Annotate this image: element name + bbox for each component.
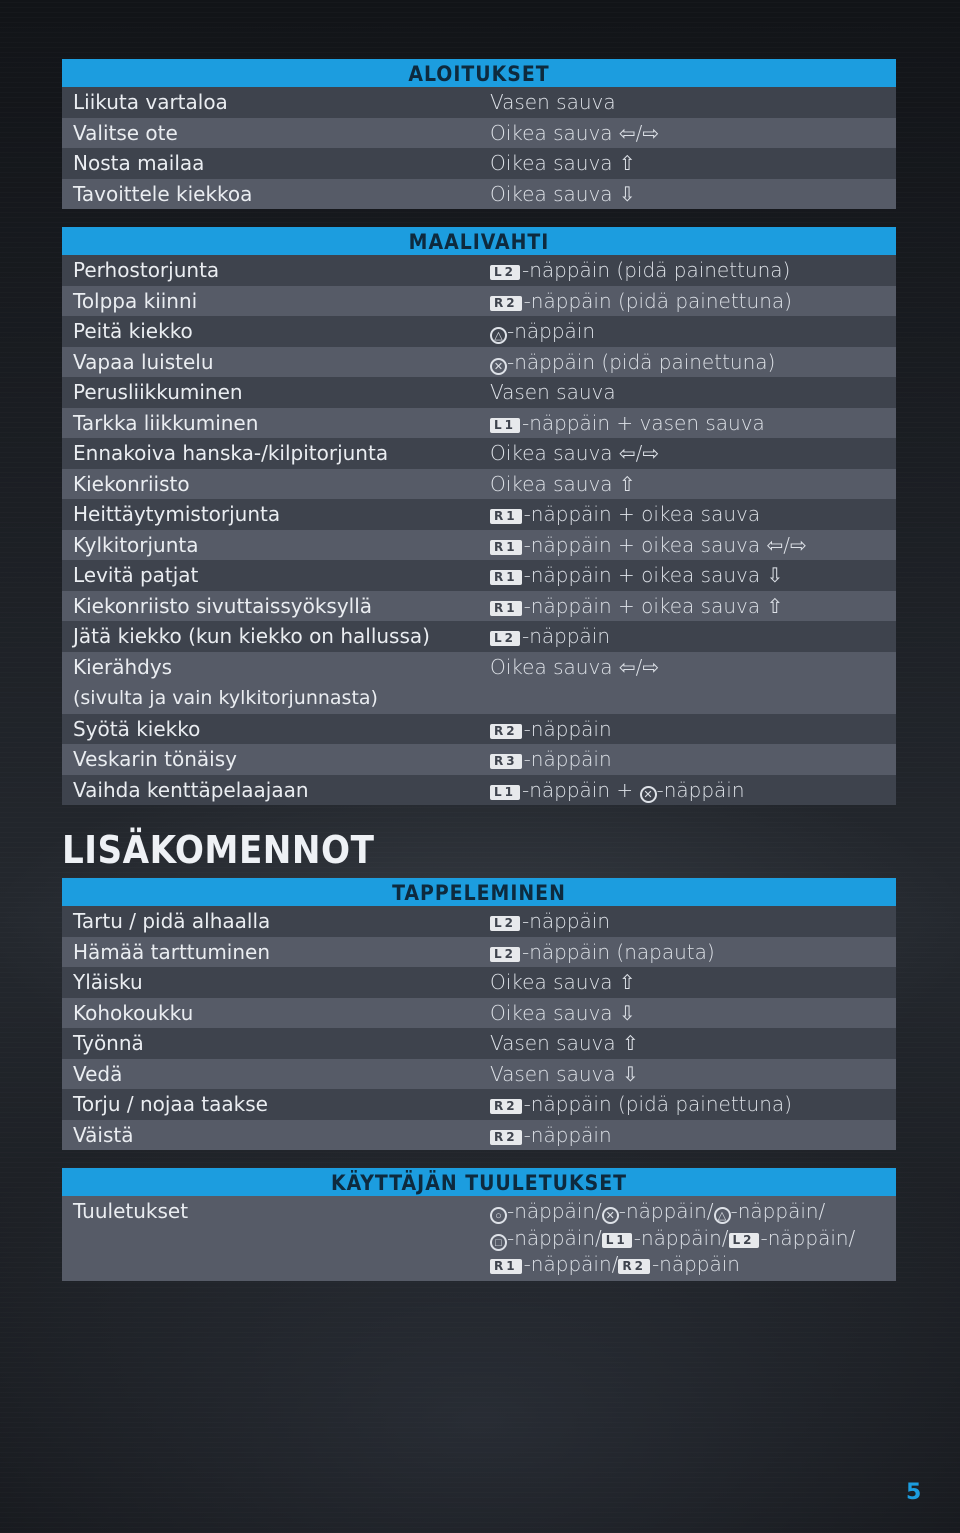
- cross-button-icon: ✕: [640, 786, 657, 803]
- command-label: [62, 286, 490, 317]
- command-binding: [490, 499, 896, 530]
- command-label: [62, 316, 490, 347]
- page-heading: LISÄKOMENNOT: [62, 828, 375, 872]
- r2-button-icon: R2: [490, 296, 522, 311]
- r1-button-icon: R1: [490, 509, 522, 524]
- triangle-button-icon: △: [714, 1207, 731, 1224]
- command-binding: [490, 179, 896, 210]
- command-label: [62, 775, 490, 806]
- table-row: [62, 1196, 896, 1281]
- binding-line: [490, 1198, 896, 1225]
- table-row: [62, 286, 896, 317]
- r1-button-icon: R1: [490, 601, 522, 616]
- binding-text: -näppäin (pidä painettuna): [522, 258, 791, 282]
- binding-text: -näppäin: [523, 747, 612, 771]
- binding-text: Oikea sauva ⇧: [490, 970, 636, 994]
- triangle-button-icon: △: [490, 327, 507, 344]
- command-label: [62, 87, 490, 118]
- section-title: KÄYTTÄJÄN TUULETUKSET: [62, 1168, 896, 1196]
- command-label: [62, 499, 490, 530]
- command-name: Nosta mailaa: [73, 151, 205, 175]
- command-name: Vaihda kenttäpelaajaan: [73, 777, 309, 802]
- r2-button-icon: R2: [490, 1099, 522, 1114]
- command-label: [62, 714, 490, 745]
- command-name: Tavoittele kiekkoa: [73, 181, 253, 206]
- section-tuuletukset: [62, 1168, 896, 1281]
- command-binding: [490, 1089, 896, 1120]
- command-name: Jätä kiekko (kun kiekko on hallussa): [73, 624, 430, 648]
- command-binding: [490, 744, 896, 775]
- command-binding: [490, 316, 896, 347]
- table-row: [62, 714, 896, 745]
- command-name: Kiekonriisto: [73, 471, 190, 496]
- command-label: [62, 744, 490, 775]
- binding-text: Oikea sauva ⇧: [490, 151, 636, 175]
- l2-button-icon: L2: [490, 631, 520, 646]
- command-binding: [490, 1028, 896, 1059]
- command-name: Tolppa kiinni: [73, 288, 198, 313]
- command-label: [62, 560, 490, 591]
- table-row: [62, 1120, 896, 1151]
- table-row: [62, 438, 896, 469]
- section-maalivahti: [62, 227, 896, 805]
- binding-text: Oikea sauva ⇦/⇨: [490, 654, 660, 679]
- table-row: [62, 408, 896, 439]
- l1-button-icon: L1: [490, 418, 520, 433]
- command-label: [62, 377, 490, 408]
- binding-text: -näppäin/: [523, 1252, 619, 1276]
- command-label: [62, 255, 490, 286]
- command-label: [62, 591, 490, 622]
- binding-text: -näppäin/: [507, 1199, 602, 1223]
- binding-text: Vasen sauva: [490, 380, 616, 404]
- command-binding: [490, 775, 896, 806]
- section-title: TAPPELEMINEN: [62, 878, 896, 906]
- command-label: [62, 652, 490, 714]
- binding-line: [490, 1251, 896, 1278]
- binding-text: -näppäin: [507, 319, 596, 343]
- command-binding: [490, 118, 896, 149]
- table-row: [62, 377, 896, 408]
- table-row: [62, 469, 896, 500]
- command-name: Vapaa luistelu: [73, 349, 214, 374]
- command-label: [62, 621, 490, 652]
- table-row: [62, 179, 896, 210]
- command-label: [62, 998, 490, 1029]
- command-binding: [490, 937, 896, 968]
- command-label: [62, 1120, 490, 1151]
- command-name: Valitse ote: [73, 120, 178, 145]
- binding-text: Oikea sauva ⇧: [490, 471, 636, 496]
- command-name: Kohokoukku: [73, 1000, 194, 1025]
- table-row: [62, 967, 896, 998]
- binding-text: -näppäin + oikea sauva ⇩: [523, 563, 784, 587]
- command-binding: [490, 87, 896, 118]
- command-label: [62, 906, 490, 937]
- command-label: [62, 1089, 490, 1120]
- table-row: [62, 775, 896, 806]
- r3-button-icon: R3: [490, 754, 522, 769]
- command-binding: [490, 530, 896, 561]
- command-label: [62, 469, 490, 500]
- command-binding: [490, 906, 896, 937]
- command-name: Veskarin tönäisy: [73, 747, 237, 771]
- table-row: [62, 530, 896, 561]
- command-name: Torju / nojaa taakse: [73, 1092, 268, 1116]
- l2-button-icon: L2: [729, 1233, 759, 1248]
- command-name: Peitä kiekko: [73, 319, 193, 343]
- command-name: Perusliikkuminen: [73, 380, 243, 404]
- table-row: [62, 499, 896, 530]
- binding-text: -näppäin + oikea sauva ⇧: [523, 593, 784, 618]
- table-row: [62, 87, 896, 118]
- command-label: [62, 408, 490, 439]
- binding-text: -näppäin (pidä painettuna): [507, 349, 776, 374]
- command-binding: [490, 408, 896, 439]
- table-row: [62, 906, 896, 937]
- command-name: Kierähdys: [73, 654, 173, 679]
- command-name: Vedä: [73, 1061, 123, 1086]
- command-label: [62, 1028, 490, 1059]
- l2-button-icon: L2: [490, 265, 520, 280]
- table-row: [62, 560, 896, 591]
- command-label: [62, 148, 490, 179]
- command-binding: [490, 1059, 896, 1090]
- binding-text: -näppäin: [522, 909, 611, 933]
- r1-button-icon: R1: [490, 570, 522, 585]
- command-label: [62, 179, 490, 210]
- command-binding: [490, 1120, 896, 1151]
- r1-button-icon: R1: [490, 540, 522, 555]
- section-title: ALOITUKSET: [62, 59, 896, 87]
- command-binding: [490, 255, 896, 286]
- command-label: [62, 118, 490, 149]
- binding-text: -näppäin: [522, 624, 611, 648]
- command-binding: [490, 998, 896, 1029]
- r2-button-icon: R2: [490, 724, 522, 739]
- l2-button-icon: L2: [490, 947, 520, 962]
- command-note: (sivulta ja vain kylkitorjunnasta): [73, 687, 378, 709]
- command-label: [62, 937, 490, 968]
- cross-button-icon: ✕: [602, 1207, 619, 1224]
- table-row: [62, 148, 896, 179]
- table-row: [62, 1089, 896, 1120]
- command-label: [62, 530, 490, 561]
- section-title: MAALIVAHTI: [62, 227, 896, 255]
- command-name: Kylkitorjunta: [73, 532, 199, 557]
- section-aloitukset: [62, 59, 896, 209]
- table-row: [62, 255, 896, 286]
- binding-text: Vasen sauva: [490, 90, 616, 114]
- command-name: Työnnä: [73, 1031, 144, 1055]
- binding-text: Vasen sauva ⇩: [490, 1061, 639, 1086]
- binding-text: -näppäin + oikea sauva ⇦/⇨: [523, 532, 807, 557]
- command-binding: [490, 347, 896, 378]
- table-row: [62, 316, 896, 347]
- binding-text: -näppäin (napauta): [522, 939, 715, 964]
- circle-button-icon: ○: [490, 1207, 507, 1224]
- table-row: [62, 118, 896, 149]
- command-binding: [490, 714, 896, 745]
- command-label: Tuuletukset: [73, 1199, 189, 1223]
- binding-text: Oikea sauva ⇦/⇨: [490, 441, 660, 465]
- binding-line: [490, 1225, 896, 1252]
- section-tappeleminen: [62, 878, 896, 1150]
- command-binding: [490, 1196, 896, 1281]
- command-name: Levitä patjat: [73, 563, 199, 587]
- square-button-icon: □: [490, 1234, 507, 1251]
- command-name: Ennakoiva hanska-/kilpitorjunta: [73, 441, 389, 465]
- cross-button-icon: ✕: [490, 358, 507, 375]
- l1-button-icon: L1: [490, 785, 520, 800]
- table-row: [62, 937, 896, 968]
- table-row: [62, 652, 896, 714]
- binding-text: -näppäin/: [618, 1199, 714, 1223]
- binding-text: -näppäin +: [522, 777, 640, 802]
- binding-text: -näppäin + oikea sauva: [523, 502, 761, 526]
- command-binding: [490, 469, 896, 500]
- binding-text: -näppäin/: [730, 1199, 826, 1223]
- command-binding: [490, 621, 896, 652]
- command-name: Perhostorjunta: [73, 258, 220, 282]
- r2-button-icon: R2: [618, 1259, 650, 1274]
- table-row: [62, 347, 896, 378]
- binding-text: -näppäin: [651, 1252, 740, 1276]
- command-binding: [490, 652, 896, 714]
- binding-text: -näppäin: [656, 777, 745, 802]
- command-name: Liikuta vartaloa: [73, 90, 228, 114]
- binding-text: Oikea sauva ⇩: [490, 181, 636, 206]
- table-row: [62, 591, 896, 622]
- binding-text: -näppäin/: [633, 1225, 729, 1250]
- page-number: 5: [906, 1480, 922, 1505]
- r1-button-icon: R1: [490, 1259, 522, 1274]
- command-label: [62, 1059, 490, 1090]
- command-name: Hämää tarttuminen: [73, 939, 271, 964]
- command-binding: [490, 286, 896, 317]
- command-binding: [490, 560, 896, 591]
- command-name: Tarkka liikkuminen: [73, 410, 259, 435]
- command-name: Syötä kiekko: [73, 716, 201, 741]
- table-row: [62, 1028, 896, 1059]
- table-row: [62, 621, 896, 652]
- command-name: Heittäytymistorjunta: [73, 502, 281, 526]
- command-binding: [490, 377, 896, 408]
- command-binding: [490, 591, 896, 622]
- command-label: [62, 438, 490, 469]
- command-label: [62, 967, 490, 998]
- r2-button-icon: R2: [490, 1130, 522, 1145]
- binding-text: -näppäin/: [760, 1225, 856, 1250]
- l2-button-icon: L2: [490, 916, 520, 931]
- command-name: Yläisku: [73, 970, 143, 994]
- binding-text: Oikea sauva ⇩: [490, 1000, 636, 1025]
- table-row: [62, 1059, 896, 1090]
- binding-text: -näppäin (pidä painettuna): [523, 1092, 792, 1116]
- binding-text: Oikea sauva ⇦/⇨: [490, 120, 660, 145]
- l1-button-icon: L1: [602, 1233, 632, 1248]
- command-binding: [490, 148, 896, 179]
- command-label: [62, 347, 490, 378]
- table-row: [62, 998, 896, 1029]
- table-row: [62, 744, 896, 775]
- command-binding: [490, 438, 896, 469]
- binding-text: -näppäin: [523, 1122, 612, 1147]
- command-binding: [490, 967, 896, 998]
- binding-text: -näppäin (pidä painettuna): [523, 288, 792, 313]
- binding-text: Vasen sauva ⇧: [490, 1031, 639, 1055]
- binding-text: -näppäin: [523, 716, 612, 741]
- binding-text: -näppäin + vasen sauva: [522, 410, 765, 435]
- command-name: Tartu / pidä alhaalla: [73, 909, 271, 933]
- command-name: Kiekonriisto sivuttaissyöksyllä: [73, 593, 373, 618]
- binding-text: -näppäin/: [507, 1225, 602, 1250]
- command-name: Väistä: [73, 1122, 134, 1147]
